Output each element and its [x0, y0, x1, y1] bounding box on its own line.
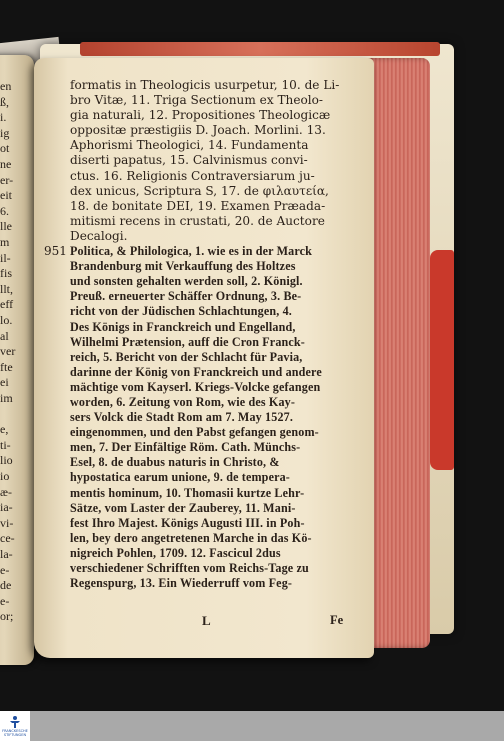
institution-logo[interactable] — [0, 711, 30, 741]
catchword: Fe — [330, 613, 344, 627]
text-line: worden, 6. Zeitung von Rom, wie des Kay- — [70, 394, 296, 409]
left-page-fragment-line: e- — [0, 593, 10, 608]
text-line: formatis in Theologicis usurpetur, 10. de Li- — [70, 78, 340, 92]
left-page-fragment-line: e, — [0, 422, 9, 437]
text-line: Esel, 8. de duabus naturis in Christo, & — [70, 455, 280, 470]
text-line: mächtige vom Kayserl. Kriegs-Volcke gefangen — [70, 379, 321, 394]
text-line: hypostatica earum unione, 9. de tempera- — [70, 470, 290, 485]
left-page-fragment-line: la- — [0, 547, 13, 561]
text-line: Preuß. erneuerter Schäffer Ordnung, 3. Be- — [70, 289, 302, 304]
left-page-fragment-line: fis — [0, 266, 12, 281]
left-page-fragment-line: ne — [0, 157, 12, 171]
text-line: richt von der Jüdischen Schlachtungen, 4. — [70, 304, 292, 319]
left-page-fragment-line: æ- — [0, 484, 12, 499]
text-line: Brandenburg mit Verkauffung des Holtzes — [70, 259, 296, 274]
viewer-footer — [0, 711, 504, 741]
text-line: diserti papatus, 15. Calvinismus convi- — [70, 153, 308, 168]
text-line: dex unicus, Scriptura S, 17. de φιλαυτεία, — [70, 183, 329, 198]
entry-number: 951 — [44, 244, 67, 259]
text-line: Aphorismi Theologici, 14. Fundamenta — [70, 138, 309, 153]
left-page-fragment-line: ver — [0, 344, 16, 359]
page-text — [44, 78, 366, 591]
text-line: oppositæ præstigiis D. Joach. Morlini. 13. — [70, 123, 326, 138]
left-page-fragment-line: llt, — [0, 281, 14, 296]
text-line: und sonsten gehalten werden soll, 2. Königl. — [70, 274, 303, 289]
left-page-fragment-line: 6. — [0, 203, 9, 218]
logo-line-1: FRANCKESCHE — [2, 729, 28, 733]
left-page-fragment-line: i. — [0, 110, 7, 125]
left-page-fragment — [0, 55, 34, 665]
left-page-fragment-line: de — [0, 578, 12, 593]
text-line: nigreich Pohlen, 1709. 12. Fascicul 2dus — [70, 545, 281, 560]
text-line: len, bey dero angetretenen Marche in das Kö- — [70, 530, 312, 545]
text-line: fest Ihro Majest. Königs Augusti III. in Poh- — [70, 515, 305, 530]
book-page — [34, 58, 374, 658]
text-line: Regenspurg, 13. Ein Wiederruff vom Feg- — [70, 576, 293, 591]
left-page-fragment-line: ce- — [0, 531, 15, 546]
left-page-fragment-line: ig — [0, 125, 10, 140]
signature-mark: L — [202, 613, 211, 628]
red-bookmark-tab — [430, 250, 454, 470]
figure-icon — [8, 715, 22, 729]
left-page-fragment-line: ot — [0, 141, 10, 156]
text-line: gia naturali, 12. Propositiones Theologicæ — [70, 108, 331, 123]
text-line: Wilhelmi Prætension, auff die Cron Franck- — [70, 334, 305, 349]
text-line: darinne der König von Franckreich und andere — [70, 364, 322, 379]
text-line: mentis hominum, 10. Thomasii kurtze Lehr- — [70, 485, 305, 500]
text-line: Des Königs in Franckreich und Engelland, — [70, 319, 296, 334]
left-page-fragment-line: al — [0, 328, 9, 343]
text-line: Decalogi. — [70, 228, 128, 243]
text-line: reich, 5. Bericht von der Schlacht für Pavia, — [70, 349, 303, 364]
text-line: Politica, & Philologica, 1. wie es in der Marck — [70, 244, 313, 259]
left-page-fragment-line: il- — [0, 250, 11, 265]
left-page-fragment-line: or; — [0, 609, 14, 624]
text-line: sers Volck die Stadt Rom am 7. May 1527. — [70, 410, 294, 425]
left-page-fragment-line: fte — [0, 359, 13, 374]
text-line: ctus. 16. Religionis Contraversiarum ju- — [70, 168, 315, 183]
text-line: mitismi recens in crustati, 20. de Auctore — [70, 213, 325, 228]
left-page-fragment-line: ei — [0, 375, 9, 390]
text-line: Sätze, vom Laster der Zauberey, 11. Mani- — [70, 500, 296, 515]
left-page-fragment-line: eff — [0, 297, 14, 312]
left-page-fragment-line: eit — [0, 188, 12, 203]
left-page-fragment-line: lle — [0, 219, 12, 234]
left-page-fragment-line: e- — [0, 562, 10, 577]
left-page-fragment-line: er- — [0, 172, 14, 187]
left-page-fragment-line: io — [0, 469, 10, 483]
logo-line-2: STIFTUNGEN — [3, 733, 27, 737]
left-page-fragment-line: ß, — [0, 94, 9, 109]
page-block-edge — [368, 58, 430, 648]
left-page-fragment-line: m — [0, 235, 10, 249]
left-page-fragment-line: ia- — [0, 500, 13, 515]
left-page-fragment-line: ti- — [0, 437, 11, 452]
cover-top-edge — [80, 42, 440, 56]
text-line: bro Vitæ, 11. Triga Sectionum ex Theolo- — [70, 93, 324, 108]
left-page-fragment-line: im — [0, 391, 13, 405]
text-line: verschiedener Schrifften vom Reichs-Tage zu — [70, 561, 309, 575]
left-page-fragment-line: lo. — [0, 313, 13, 327]
left-page-fragment-line: en — [0, 79, 12, 93]
text-line: eingenommen, und den Pabst gefangen genom- — [70, 425, 319, 440]
left-page-fragment-line: lio — [0, 453, 13, 468]
text-line: men, 7. Der Einfältige Röm. Cath. Münchs- — [70, 440, 301, 455]
text-line: 18. de bonitate DEI, 19. Examen Præada- — [70, 198, 326, 213]
left-page-fragment-line: vi- — [0, 515, 14, 530]
